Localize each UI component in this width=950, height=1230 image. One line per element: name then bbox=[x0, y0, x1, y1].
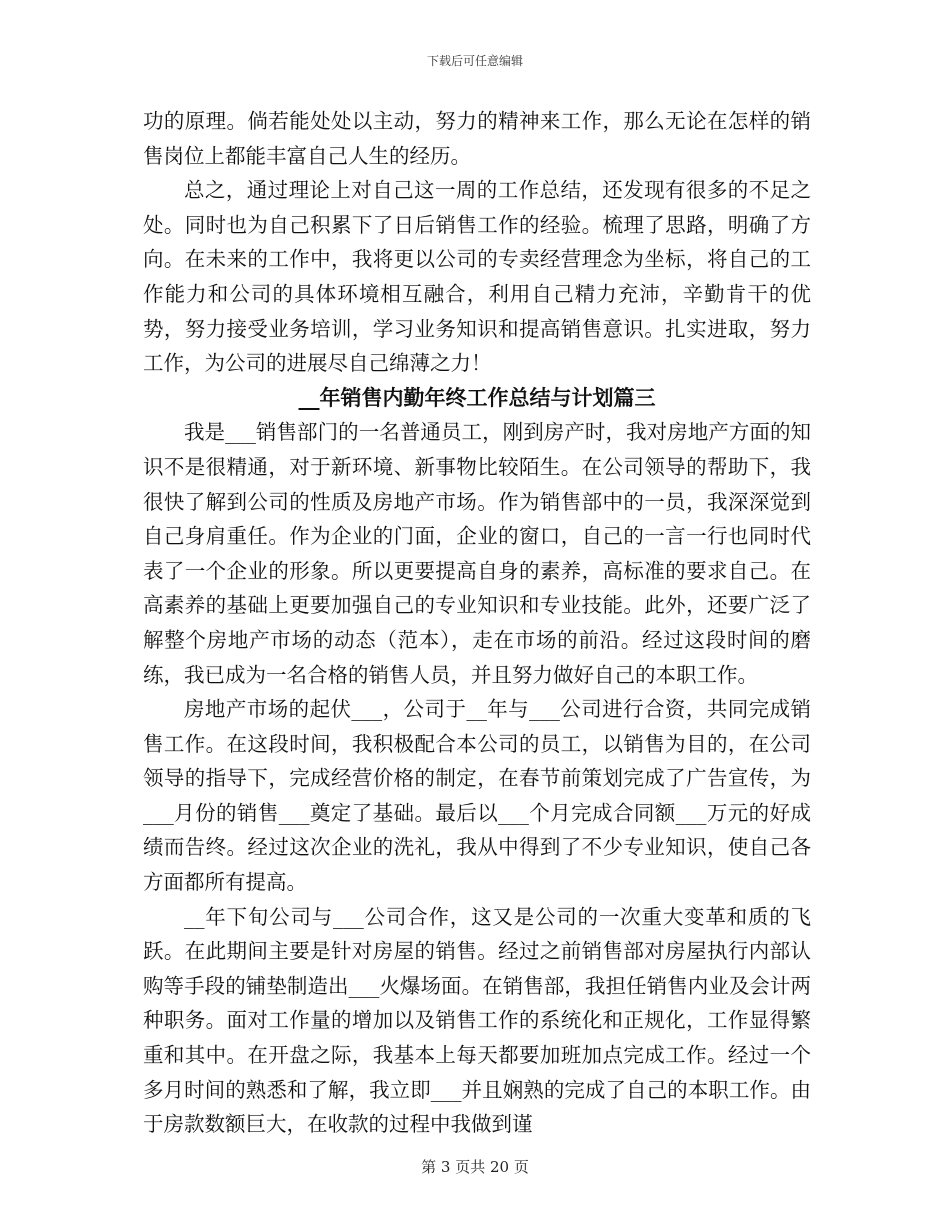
section-heading: __年销售内勤年终工作总结与计划篇三 bbox=[298, 384, 656, 410]
paragraph-4: 房地产市场的起伏___，公司于__年与___公司进行合资，共同完成销售工作。在这段时间，我积极配合本公司的员工，以销售为目的，在公司领导的指导下，完成经营价格的制定，在春节前策划完成了广告宣传，为___月份的销售___奠定了基础。最后以___个月完成合同额___万元的好成绩而告终。经过这次企业的洗礼，我从中得到了不少专业知识，使自己各方面都所有提高。 bbox=[143, 697, 811, 895]
paragraph-2: 总之，通过理论上对自己这一周的工作总结，还发现有很多的不足之处。同时也为自己积累下了日后销售工作的经验。梳理了思路，明确了方向。在未来的工作中，我将更以公司的专卖经营理念为坐标，将自己的工作能力和公司的具体环境相互融合，利用自己精力充沛，辛勤肯干的优势，努力接受业务培训，学习业务知识和提高销售意识。扎实进取，努力工作，为公司的进展尽自己绵薄之力！ bbox=[143, 178, 811, 376]
document-body bbox=[143, 104, 811, 1142]
paragraph-1: 功的原理。倘若能处处以主动，努力的精神来工作，那么无论在怎样的销售岗位上都能丰富自己人生的经历。 bbox=[143, 109, 811, 168]
page-header: 下载后可任意编辑 bbox=[426, 54, 523, 68]
paragraph-5: __年下旬公司与___公司合作，这又是公司的一次重大变革和质的飞跃。在此期间主要是针对房屋的销售。经过之前销售部对房屋执行内部认购等手段的铺垫制造出___火爆场面。在销售部，我担任销售内业及会计两种职务。面对工作量的增加以及销售工作的系统化和正规化，工作显得繁重和其中。在开盘之际，我基本上每天都要加班加点完成工作。经过一个多月时间的熟悉和了解，我立即___并且娴熟的完成了自己的本职工作。由于房款数额巨大，在收款的过程中我做到谨 bbox=[143, 904, 811, 1137]
paragraph-3: 我是___销售部门的一名普通员工，刚到房产时，我对房地产方面的知识不是很精通，对于新环境、新事物比较陌生。在公司领导的帮助下，我很快了解到公司的性质及房地产市场。作为销售部中的一员，我深深觉到自己身肩重任。作为企业的门面，企业的窗口，自己的一言一行也同时代表了一个企业的形象。所以更要提高自身的素养，高标准的要求自己。在高素养的基础上更要加强自己的专业知识和专业技能。此外，还要广泛了解整个房地产市场的动态（范本），走在市场的前沿。经过这段时间的磨练，我已成为一名合格的销售人员，并且努力做好自己的本职工作。 bbox=[143, 420, 811, 687]
page-footer: 第 3 页共 20 页 bbox=[421, 1158, 529, 1176]
